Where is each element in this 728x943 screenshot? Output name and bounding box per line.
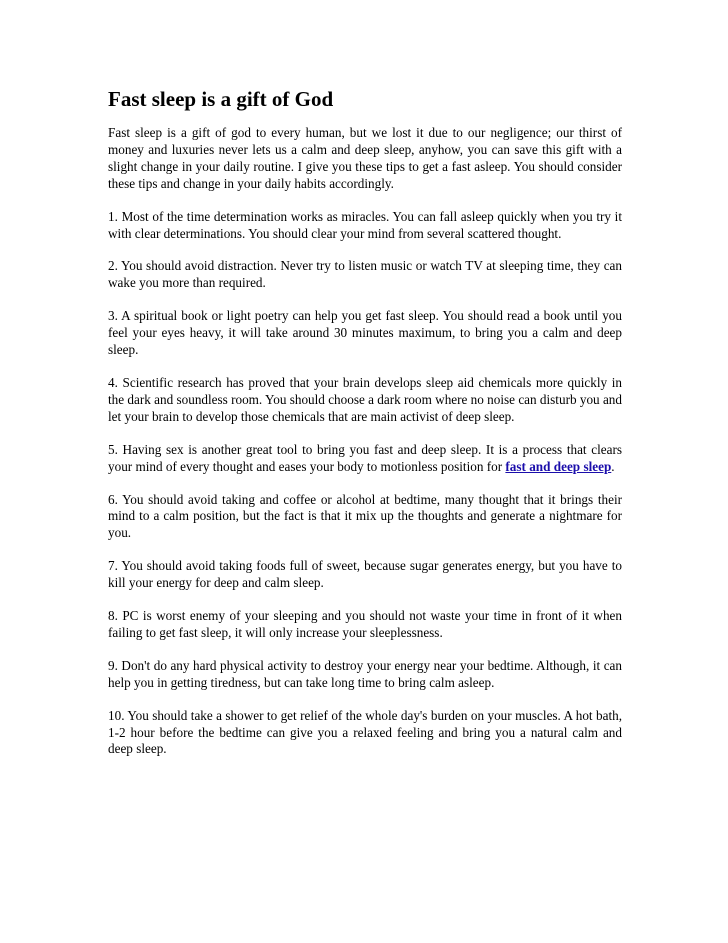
tip-5-paragraph xyxy=(108,442,622,476)
tip-5-text: 5. Having sex is another great tool to bring you fast and deep sleep. It is a process that clears your mind of every thought and eases your body to motionless position for xyxy=(108,441,622,474)
tip-6-paragraph: 6. You should avoid taking and coffee or alcohol at bedtime, many thought that it brings their mind to a calm position, but the fact is that it mix up the thoughts and generate a nightmare for you. xyxy=(108,491,622,541)
tip-4-paragraph: 4. Scientific research has proved that your brain develops sleep aid chemicals more quickly in the dark and soundless room. You should choose a dark room where no noise can disturb you and let your brain to develop those chemicals that are main activist of deep sleep. xyxy=(108,374,622,424)
document-page xyxy=(108,86,622,774)
tip-7-paragraph: 7. You should avoid taking foods full of sweet, because sugar generates energy, but you have to kill your energy for deep and calm sleep. xyxy=(108,558,622,591)
tip-2-paragraph: 2. You should avoid distraction. Never try to listen music or watch TV at sleeping time, they can wake you more than required. xyxy=(108,258,622,291)
tip-5-end: . xyxy=(611,458,615,474)
tip-10-paragraph: 10. You should take a shower to get relief of the whole day's burden on your muscles. A hot bath, 1-2 hour before the bedtime can give you a relaxed feeling and bring you a natural calm and deep sleep. xyxy=(108,707,622,757)
document-title: Fast sleep is a gift of God xyxy=(108,87,334,111)
tip-9-paragraph: 9. Don't do any hard physical activity to destroy your energy near your bedtime. Although, it can help you in getting tiredness, but can take long time to bring calm asleep. xyxy=(108,657,622,690)
tip-1-paragraph: 1. Most of the time determination works as miracles. You can fall asleep quickly when you try it with clear determinations. You should clear your mind from several scattered thought. xyxy=(108,208,622,241)
tip-8-paragraph: 8. PC is worst enemy of your sleeping and you should not waste your time in front of it when failing to get fast sleep, it will only increase your sleeplessness. xyxy=(108,608,622,640)
fast-and-deep-sleep-link[interactable]: fast and deep sleep xyxy=(505,458,612,474)
tip-3-paragraph: 3. A spiritual book or light poetry can help you get fast sleep. You should read a book until you feel your eyes heavy, it will take around 30 minutes maximum, to bring you a calm and deep sleep. xyxy=(108,308,622,358)
intro-paragraph: Fast sleep is a gift of god to every human, but we lost it due to our negligence; our thirst of money and luxuries never lets us a calm and deep sleep, anyhow, you can save this gift with a slight change in your daily routine. I give you these tips to get a fast asleep. You should consider these tips and change in your daily habits accordingly. xyxy=(108,125,622,191)
